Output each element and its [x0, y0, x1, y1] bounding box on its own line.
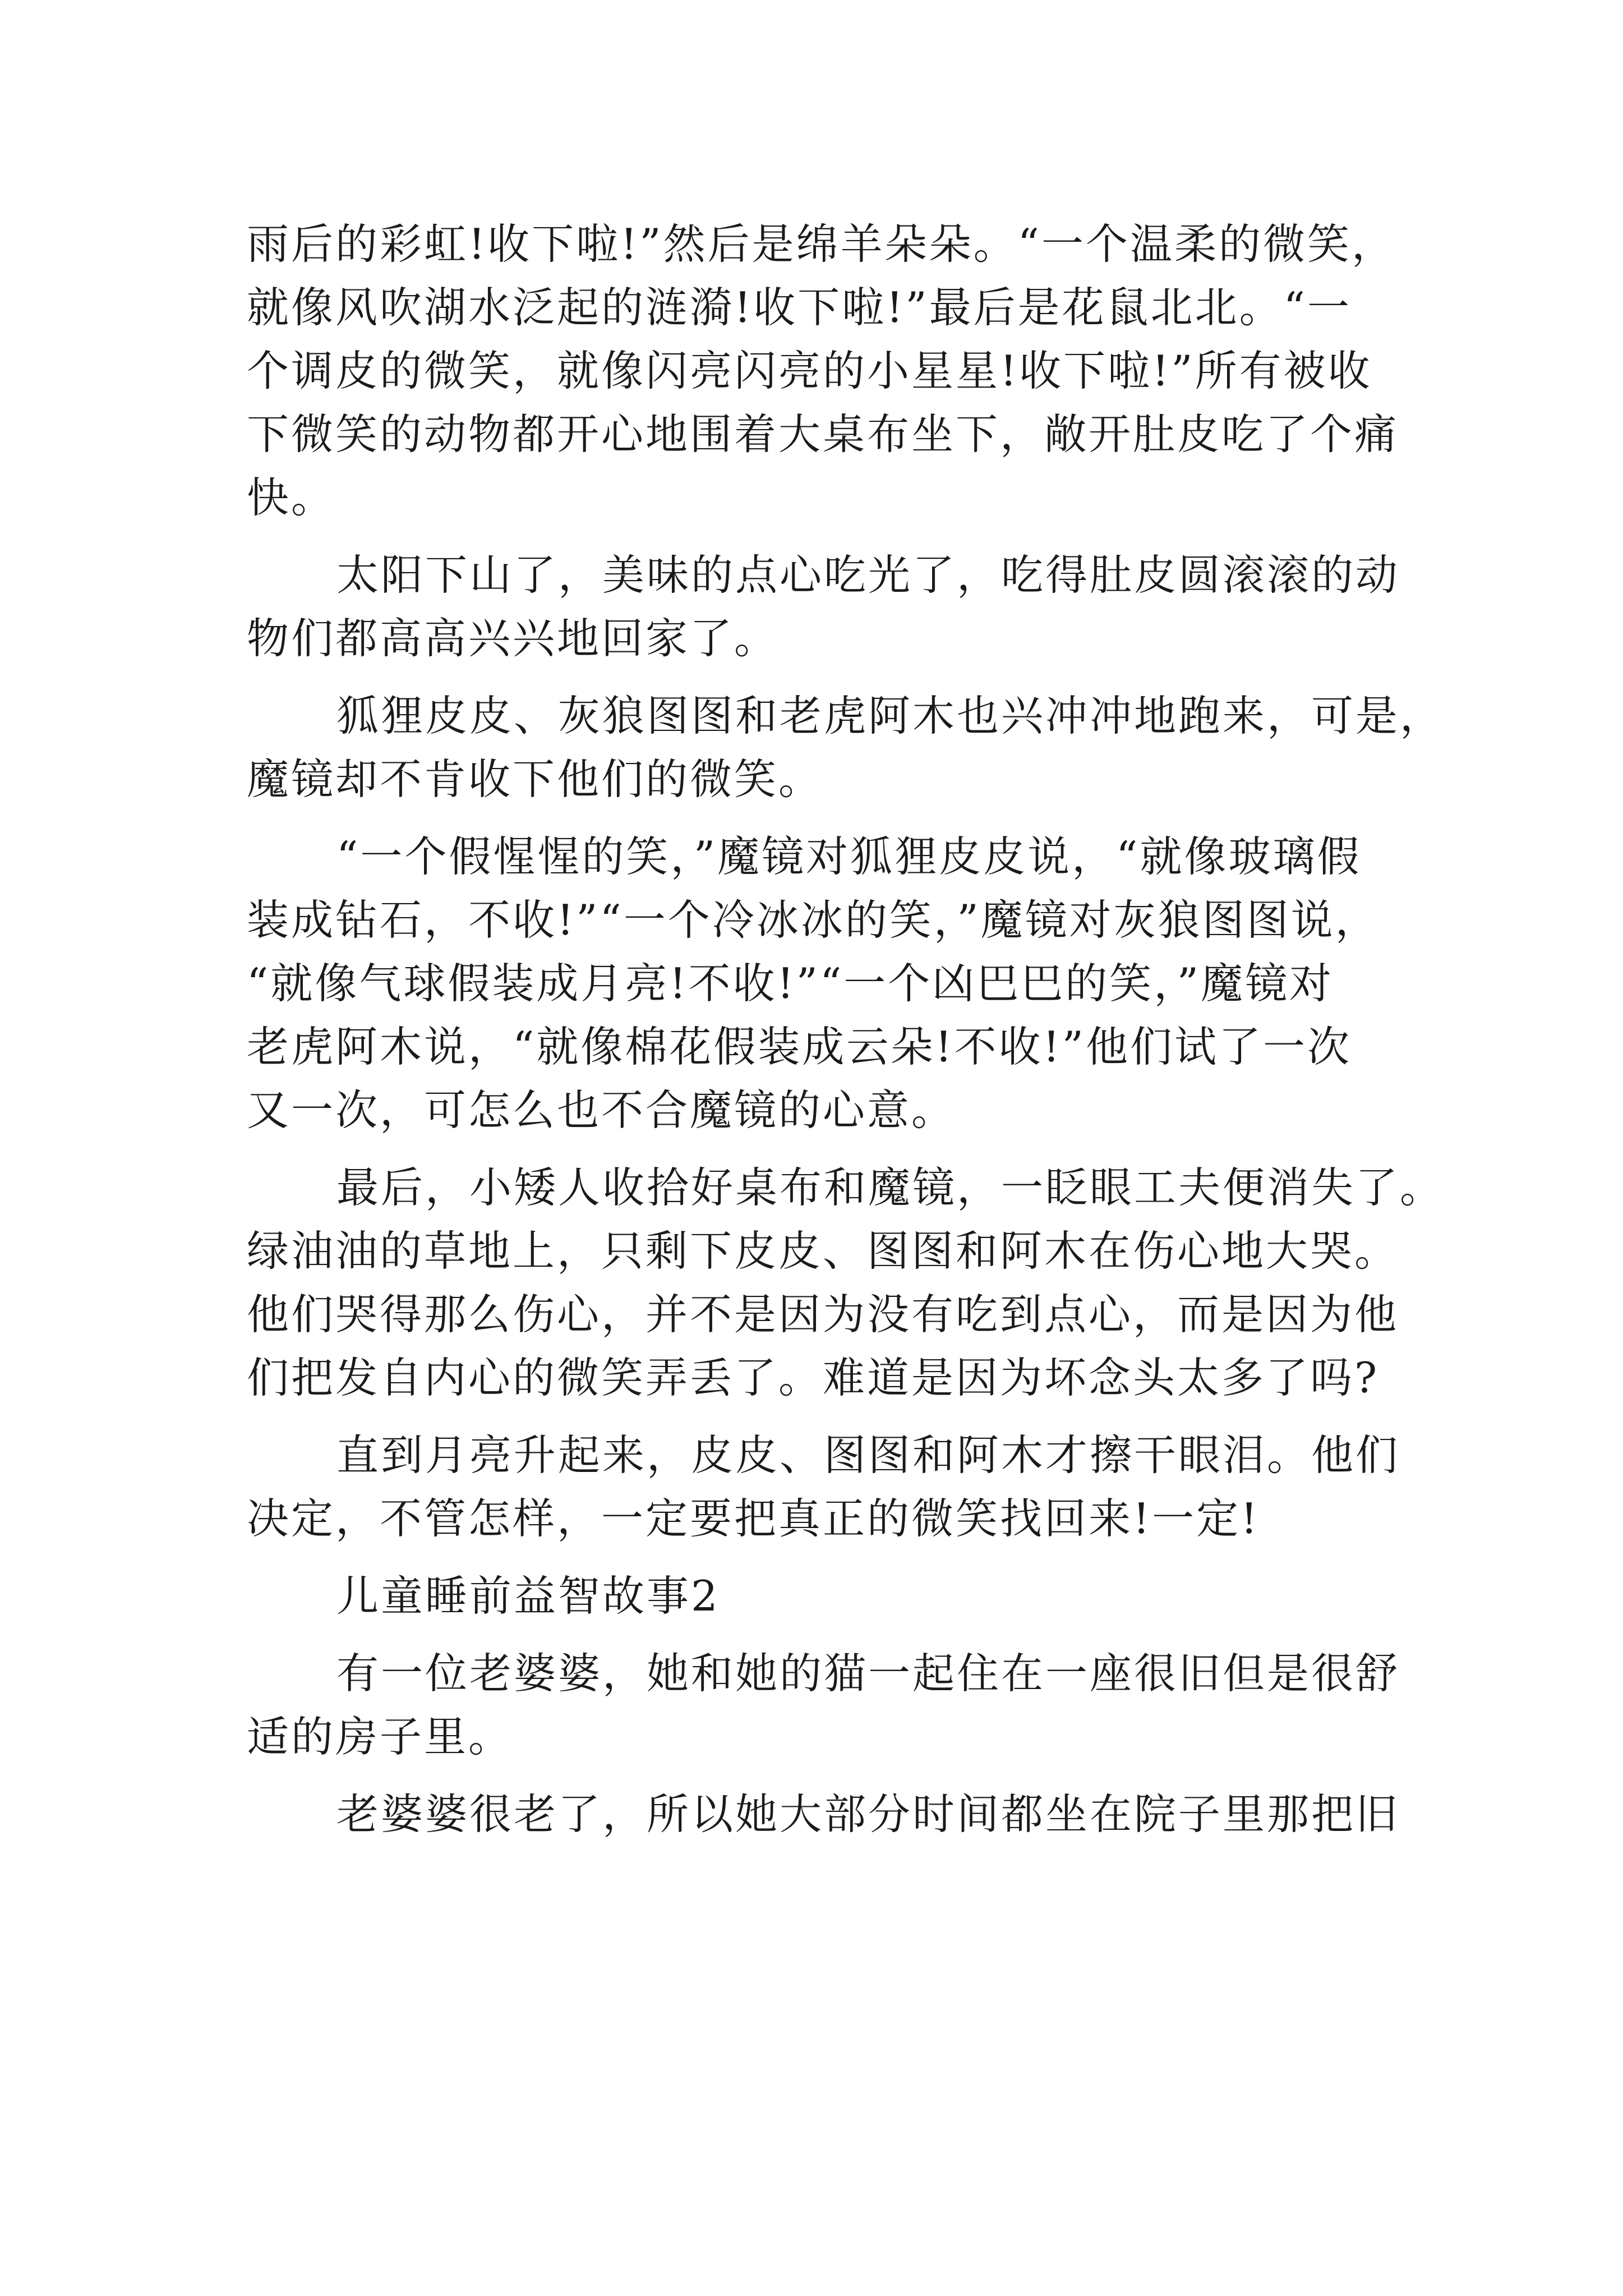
text-line: 决定，不管怎样，一定要把真正的微笑找回来!一定!	[247, 1494, 1260, 1543]
text-line: 装成钻石，不收!”“一个冷冰冰的笑，”魔镜对灰狼图图说，	[247, 895, 1380, 945]
text-line: 快。	[247, 473, 336, 522]
section-heading: 儿童睡前益智故事2	[336, 1571, 720, 1621]
paragraph-first-line: 最后，小矮人收拾好桌布和魔镜，一眨眼工夫便消失了。	[336, 1163, 1445, 1212]
text-line: 他们哭得那么伤心，并不是因为没有吃到点心，而是因为他	[247, 1290, 1399, 1339]
paragraph-first-line: 太阳下山了，美味的点心吃光了，吃得肚皮圆滚滚的动	[336, 550, 1400, 600]
text-line: 物们都高高兴兴地回家了。	[247, 614, 779, 663]
text-line: 绿油油的草地上，只剩下皮皮、图图和阿木在伤心地大哭。	[247, 1226, 1399, 1276]
text-line: 又一次，可怎么也不合魔镜的心意。	[247, 1085, 956, 1135]
text-line: 个调皮的微笑，就像闪亮闪亮的小星星!收下啦!”所有被收	[247, 346, 1372, 395]
text-line: 雨后的彩虹!收下啦!”然后是绵羊朵朵。“一个温柔的微笑，	[247, 219, 1396, 269]
text-line: 老虎阿木说，“就像棉花假装成云朵!不收!”他们试了一次	[247, 1022, 1352, 1071]
text-line: 下微笑的动物都开心地围着大桌布坐下，敞开肚皮吃了个痛	[247, 409, 1399, 459]
paragraph-first-line: 有一位老婆婆，她和她的猫一起住在一座很旧但是很舒	[336, 1649, 1400, 1698]
paragraph-first-line: “一个假惺惺的笑，”魔镜对狐狸皮皮说，“就像玻璃假	[336, 832, 1362, 881]
text-line: 魔镜却不肯收下他们的微笑。	[247, 754, 823, 804]
text-line: 适的房子里。	[247, 1712, 513, 1761]
text-line: 们把发自内心的微笑弄丢了。难道是因为坏念头太多了吗?	[247, 1353, 1380, 1402]
paragraph-first-line: 狐狸皮皮、灰狼图图和老虎阿木也兴冲冲地跑来，可是，	[336, 691, 1445, 740]
paragraph-first-line: 老婆婆很老了，所以她大部分时间都坐在院子里那把旧	[336, 1789, 1400, 1839]
text-line: 就像风吹湖水泛起的涟漪!收下啦!”最后是花鼠北北。“一	[247, 283, 1352, 332]
paragraph-first-line: 直到月亮升起来，皮皮、图图和阿木才擦干眼泪。他们	[336, 1430, 1400, 1480]
text-line: “就像气球假装成月亮!不收!”“一个凶巴巴的笑，”魔镜对	[247, 959, 1334, 1008]
